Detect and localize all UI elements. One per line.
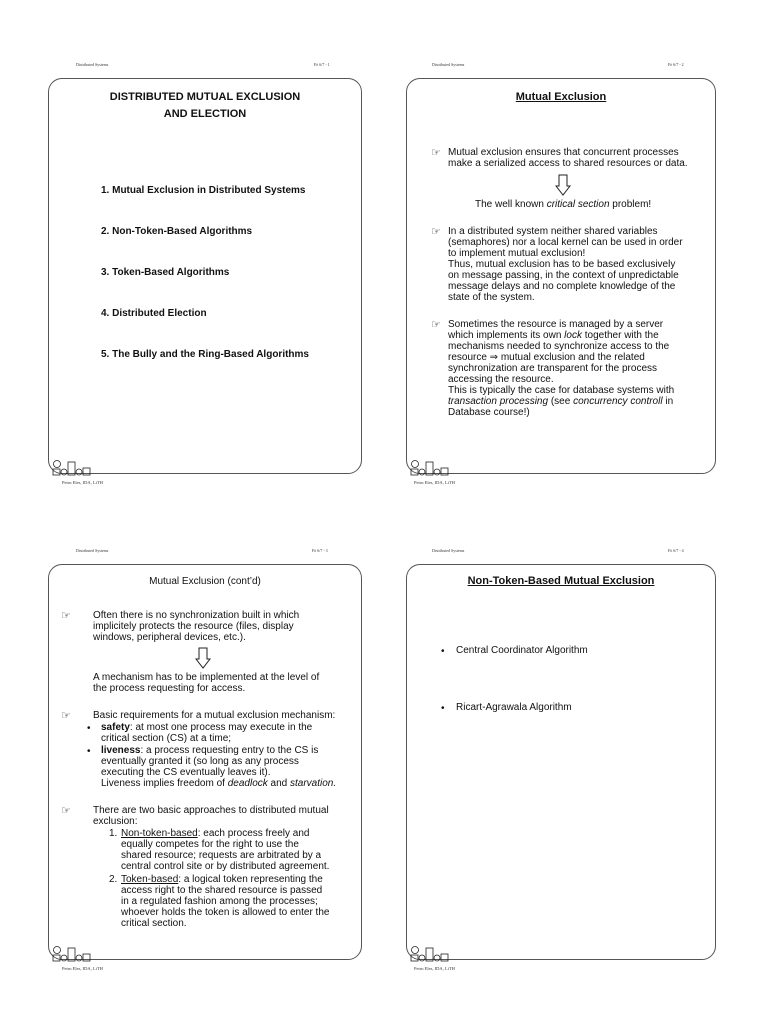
down-arrow-icon — [195, 647, 211, 669]
footer-author: Petru Eles, IDA, LiTH — [414, 966, 455, 971]
paragraph-line: transaction processing (see concurrency controll in — [448, 396, 674, 407]
algorithm-item: Central Coordinator Algorithm — [456, 645, 588, 656]
slide-title: Mutual Exclusion — [515, 91, 607, 103]
slide-3 — [0, 486, 356, 998]
paragraph-line: to implement mutual exclusion! — [448, 248, 586, 259]
paragraph-line: synchronization are transparent for the process — [448, 363, 657, 374]
paragraph-line: This is typically the case for database systems with — [448, 385, 675, 396]
paragraph-line: the process requesting for access. — [93, 683, 246, 694]
paragraph-line: whoever holds the token is allowed to enter the — [121, 907, 330, 918]
toc-item: 3. Token-Based Algorithms — [101, 267, 230, 278]
slide-title-line1: DISTRIBUTED MUTUAL EXCLUSION — [109, 91, 301, 103]
paragraph-line: There are two basic approaches to distributed mutual — [93, 805, 329, 816]
paragraph-line: access right to the shared resource is passed — [121, 885, 323, 896]
slide-4 — [356, 486, 712, 998]
pointing-hand-icon: ☞ — [61, 710, 71, 722]
paragraph-line: Thus, mutual exclusion has to be based exclusively — [448, 259, 676, 270]
bullet-dot: • — [87, 723, 91, 734]
paragraph-line: Database course!) — [448, 407, 530, 418]
paragraph-line: critical section. — [121, 918, 187, 929]
paragraph-line: critical section (CS) at a time; — [101, 733, 232, 744]
slide-frame — [48, 78, 362, 474]
header-course: Distributed Systems — [432, 62, 465, 67]
paragraph-line: A mechanism has to be implemented at the level of — [93, 672, 320, 683]
paragraph-line: exclusion: — [93, 816, 138, 827]
paragraph-line: central control site or by distributed agreement. — [121, 861, 330, 872]
requirement-liveness: liveness: a process requesting entry to the CS is — [101, 745, 319, 756]
paragraph-line: In a distributed system neither shared variables — [448, 226, 658, 237]
pointing-hand-icon: ☞ — [431, 226, 441, 238]
paragraph-line: Mutual exclusion ensures that concurrent processes — [448, 147, 679, 158]
header-page: Fö 6/7 - 3 — [312, 548, 328, 553]
paragraph-line: resource ⇒ mutual exclusion and the related — [448, 352, 645, 363]
bullet-dot: • — [441, 703, 445, 714]
pointing-hand-icon: ☞ — [61, 610, 71, 622]
paragraph-line: Often there is no synchronization built in which — [93, 610, 300, 621]
slide-frame — [406, 564, 716, 960]
paragraph-line: executing the CS eventually leaves it). — [101, 767, 271, 778]
slide-title: Non-Token-Based Mutual Exclusion — [467, 575, 655, 587]
lith-logo-icon — [52, 946, 98, 962]
slide-1 — [0, 0, 356, 512]
toc-item: 4. Distributed Election — [101, 308, 207, 319]
paragraph-line: state of the system. — [448, 292, 535, 303]
pointing-hand-icon: ☞ — [431, 319, 441, 331]
pointing-hand-icon: ☞ — [431, 147, 441, 159]
slide-title-line2: AND ELECTION — [163, 108, 247, 120]
paragraph-line: make a serialized access to shared resources or data. — [448, 158, 688, 169]
paragraph-line: in a regulated fashion among the processes; — [121, 896, 318, 907]
lith-logo-icon — [410, 460, 456, 476]
bullet-dot: • — [441, 646, 445, 657]
toc-item: 5. The Bully and the Ring-Based Algorithms — [101, 349, 309, 360]
paragraph-line: (semaphores) nor a local kernel can be used in order — [448, 237, 683, 248]
paragraph-line: Sometimes the resource is managed by a server — [448, 319, 664, 330]
header-course: Distributed Systems — [432, 548, 465, 553]
slide-title: Mutual Exclusion (cont’d) — [149, 576, 261, 587]
algorithm-item: Ricart-Agrawala Algorithm — [456, 702, 572, 713]
toc-item: 1. Mutual Exclusion in Distributed Systems — [101, 185, 306, 196]
paragraph-line: message delays and no complete knowledge of the — [448, 281, 676, 292]
header-course: Distributed Systems — [76, 62, 109, 67]
requirement-safety: safety: at most one process may execute in the — [101, 722, 313, 733]
approach-number: 2. — [109, 874, 118, 885]
slide-frame — [406, 78, 716, 474]
header-page: Fö 6/7 - 2 — [668, 62, 684, 67]
pointing-hand-icon: ☞ — [61, 805, 71, 817]
header-course: Distributed Systems — [76, 548, 109, 553]
approach-number: 1. — [109, 828, 118, 839]
paragraph-line: implicitely protects the resource (files, display — [93, 621, 294, 632]
paragraph-line: which implements its own lock together with the — [448, 330, 659, 341]
slide-2 — [356, 0, 712, 512]
lith-logo-icon — [410, 946, 456, 962]
slide-frame — [48, 564, 362, 960]
paragraph-line: Basic requirements for a mutual exclusion mechanism: — [93, 710, 336, 721]
footer-author: Petru Eles, IDA, LiTH — [62, 480, 103, 485]
paragraph-line: on message passing, in the context of unpredictable — [448, 270, 679, 281]
paragraph-line: windows, peripheral devices, etc.). — [93, 632, 246, 643]
bullet-dot: • — [87, 746, 91, 757]
paragraph-line: mechanisms needed to synchronize access to the — [448, 341, 670, 352]
paragraph-line: eventually granted it (so long as any process — [101, 756, 299, 767]
footer-author: Petru Eles, IDA, LiTH — [62, 966, 103, 971]
footer-author: Petru Eles, IDA, LiTH — [414, 480, 455, 485]
critical-section-line: The well known critical section problem! — [475, 199, 652, 210]
approach-non-token: Non-token-based: each process freely and — [121, 828, 310, 839]
paragraph-line: equally competes for the right to use the — [121, 839, 299, 850]
toc-item: 2. Non-Token-Based Algorithms — [101, 226, 253, 237]
paragraph-line: Liveness implies freedom of deadlock and starvation. — [101, 778, 337, 789]
lith-logo-icon — [52, 460, 98, 476]
header-page: Fö 6/7 - 4 — [668, 548, 684, 553]
approach-token: Token-based: a logical token representing the — [121, 874, 323, 885]
paragraph-line: shared resource; requests are arbitrated by a — [121, 850, 322, 861]
down-arrow-icon — [555, 174, 571, 196]
paragraph-line: accessing the resource. — [448, 374, 554, 385]
header-page: Fö 6/7 - 1 — [314, 62, 330, 67]
